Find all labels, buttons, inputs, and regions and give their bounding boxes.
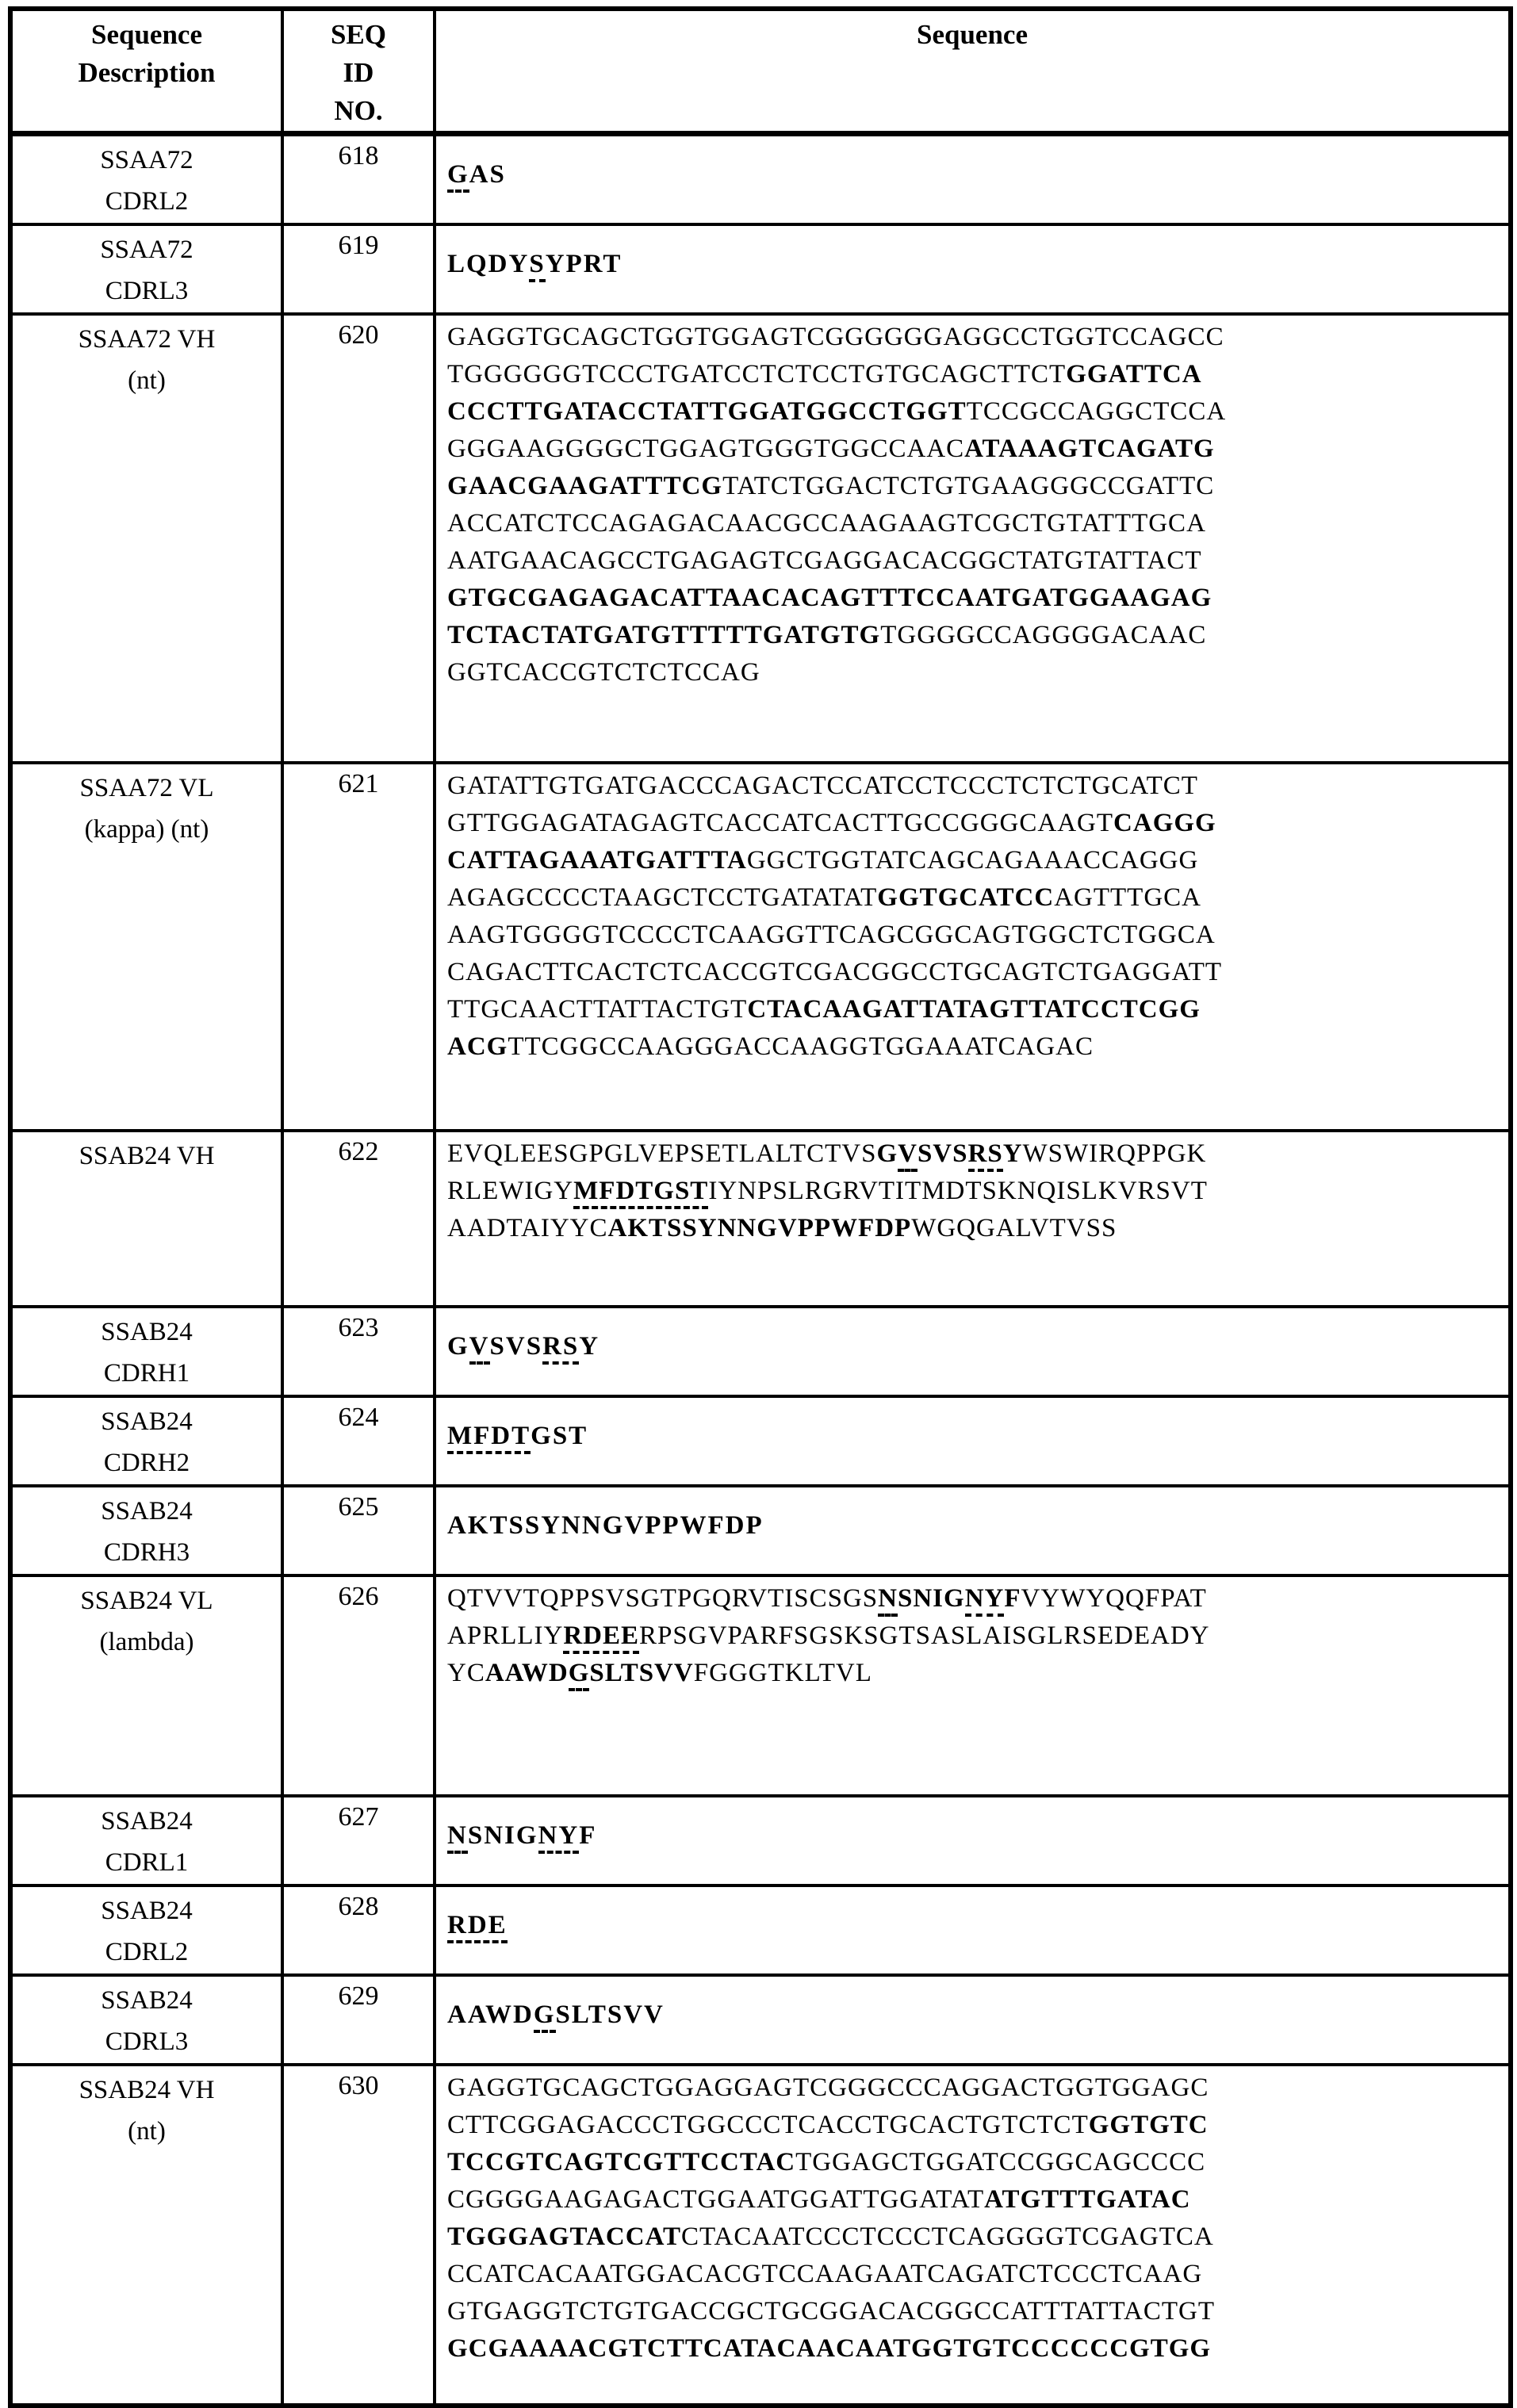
- sequence-line: YCAAWDGSLTSVVFGGGTKLTVL: [447, 1655, 1508, 1692]
- sequence-line: GTGCGAGAGACATTAACACAGTTTCCAATGATGGAAGAG: [447, 584, 1212, 612]
- sequence-line: RDE: [447, 1907, 1508, 1944]
- sequence-line: GTGAGGTCTGTGACCGCTGCGGACACGGCCATTTATTACTGT: [447, 2297, 1216, 2326]
- sequence-line: TCTACTATGATGTTTTTGATGTGTGGGGCCAGGGGACAAC: [447, 621, 1207, 649]
- table-row: [10, 1796, 1511, 1885]
- sequence-line: TGGGGGGTCCCTGATCCTCTCCTGTGCAGCTTCTGGATTCA: [447, 360, 1202, 389]
- sequence-line: QTVVTQPPSVSGTPGQRVTISCSGSNSNIGNYFVYWYQQFPAT: [447, 1580, 1508, 1617]
- sequence-line: TTGCAACTTATTACTGTCTACAAGATTATAGTTATCCTCGG: [447, 995, 1201, 1024]
- sequence-cell: [435, 1486, 1511, 1575]
- sequence-cell: [435, 1796, 1511, 1885]
- sequence-line: GAGGTGCAGCTGGTGGAGTCGGGGGGAGGCCTGGTCCAGCC: [447, 323, 1224, 351]
- sequence-description-cell: SSAA72 CDRL3: [10, 224, 282, 314]
- sequence-description-cell: SSAB24 CDRL2: [10, 1885, 282, 1975]
- sequence-cell: [435, 1575, 1511, 1796]
- table-row: [10, 1396, 1511, 1486]
- sequence-line: GAACGAAGATTTCGTATCTGGACTCTGTGAAGGGCCGATTC: [447, 472, 1215, 500]
- sequence-line: GAGGTGCAGCTGGAGGAGTCGGGCCCAGGACTGGTGGAGC: [447, 2073, 1209, 2102]
- sequence-description-cell: SSAB24 CDRL1: [10, 1796, 282, 1885]
- table-row: [10, 763, 1511, 1131]
- sequence-table-body: [10, 134, 1511, 2406]
- sequence-line: GATATTGTGATGACCCAGACTCCATCCTCCCTCTCTGCATCT: [447, 771, 1198, 800]
- sequence-line: CATTAGAAATGATTTAGGCTGGTATCAGCAGAAACCAGGG: [447, 846, 1199, 875]
- table-row: [10, 2065, 1511, 2406]
- sequence-description-cell: SSAA72 VL (kappa) (nt): [10, 763, 282, 1131]
- sequence-line: AGAGCCCCTAAGCTCCTGATATATGGTGCATCCAGTTTGCA: [447, 883, 1201, 912]
- seq-id-cell: 630: [282, 2065, 435, 2406]
- sequence-line: RLEWIGYMFDTGSTIYNPSLRGRVTITMDTSKNQISLKVRSVT: [447, 1173, 1508, 1210]
- sequence-line: ACCATCTCCAGAGACAACGCCAAGAAGTCGCTGTATTTGCA: [447, 509, 1206, 538]
- sequence-line: CCCTTGATACCTATTGGATGGCCTGGTTCCGCCAGGCTCCA: [447, 397, 1227, 426]
- sequence-line: CGGGGAAGAGACTGGAATGGATTGGATATATGTTTGATAC: [447, 2185, 1191, 2214]
- sequence-line: NSNIGNYF: [447, 1817, 1508, 1855]
- table-row: [10, 1131, 1511, 1307]
- sequence-cell: [435, 763, 1511, 1131]
- table-row: [10, 134, 1511, 225]
- seq-id-cell: 624: [282, 1396, 435, 1486]
- sequence-cell: [435, 2065, 1511, 2406]
- sequence-line: CAGACTTCACTCTCACCGTCGACGGCCTGCAGTCTGAGGATT: [447, 958, 1223, 986]
- header-sequence-description: Sequence Description: [10, 9, 282, 134]
- sequence-line: AAWDGSLTSVV: [447, 1996, 1508, 2034]
- sequence-line: GGGAAGGGGCTGGAGTGGGTGGCCAACATAAAGTCAGATG: [447, 435, 1215, 463]
- table-row: [10, 1885, 1511, 1975]
- seq-id-cell: 626: [282, 1575, 435, 1796]
- sequence-line: ACGTTCGGCCAAGGGACCAAGGTGGAAATCAGAC: [447, 1032, 1094, 1061]
- sequence-line: CCATCACAATGGACACGTCCAAGAATCAGATCTCCCTCAAG: [447, 2260, 1203, 2288]
- sequence-description-cell: SSAB24 CDRL3: [10, 1975, 282, 2065]
- table-row: [10, 1307, 1511, 1396]
- seq-id-cell: 623: [282, 1307, 435, 1396]
- header-sequence: Sequence: [435, 9, 1511, 134]
- seq-id-cell: 619: [282, 224, 435, 314]
- sequence-line: TCCGTCAGTCGTTCCTACTGGAGCTGGATCCGGCAGCCCC: [447, 2148, 1206, 2176]
- sequence-cell: [435, 1975, 1511, 2065]
- sequence-line: GTTGGAGATAGAGTCACCATCACTTGCCGGGCAAGTCAGGG: [447, 809, 1216, 837]
- sequence-cell: [435, 224, 1511, 314]
- sequence-line: TGGGAGTACCATCTACAATCCCTCCCTCAGGGGTCGAGTCA: [447, 2222, 1214, 2251]
- sequence-cell: [435, 1131, 1511, 1307]
- table-row: [10, 314, 1511, 763]
- sequence-line: CTTCGGAGACCCTGGCCCTCACCTGCACTGTCTCTGGTGTC: [447, 2111, 1209, 2139]
- sequence-description-cell: SSAB24 CDRH1: [10, 1307, 282, 1396]
- sequence-line: GVSVSRSY: [447, 1328, 1508, 1365]
- sequence-description-cell: SSAA72 VH (nt): [10, 314, 282, 763]
- seq-id-cell: 627: [282, 1796, 435, 1885]
- header-row: [10, 9, 1511, 134]
- sequence-line: AKTSSYNNGVPPWFDP: [447, 1511, 764, 1540]
- table-header: [10, 9, 1511, 134]
- seq-id-cell: 618: [282, 134, 435, 225]
- sequence-line: GGTCACCGTCTCTCCAG: [447, 658, 760, 687]
- sequence-cell: [435, 134, 1511, 225]
- sequence-line: GAS: [447, 156, 1508, 193]
- sequence-cell: [435, 1307, 1511, 1396]
- table-row: [10, 1975, 1511, 2065]
- table-row: [10, 224, 1511, 314]
- sequence-cell: [435, 314, 1511, 763]
- sequence-table: [8, 6, 1513, 2408]
- sequence-line: APRLLIYRDEERPSGVPARFSGSKSGTSASLAISGLRSEDEADY: [447, 1617, 1508, 1655]
- table-row: [10, 1486, 1511, 1575]
- seq-id-cell: 621: [282, 763, 435, 1131]
- sequence-description-cell: SSAB24 CDRH3: [10, 1486, 282, 1575]
- header-seq-id-no: SEQ ID NO.: [282, 9, 435, 134]
- sequence-description-cell: SSAB24 VH (nt): [10, 2065, 282, 2406]
- sequence-line: GCGAAAACGTCTTCATACAACAATGGTGTCCCCCCGTGG: [447, 2334, 1212, 2363]
- seq-id-cell: 628: [282, 1885, 435, 1975]
- sequence-description-cell: SSAB24 CDRH2: [10, 1396, 282, 1486]
- table-row: [10, 1575, 1511, 1796]
- sequence-line: AATGAACAGCCTGAGAGTCGAGGACACGGCTATGTATTACT: [447, 546, 1202, 575]
- sequence-cell: [435, 1885, 1511, 1975]
- sequence-line: AADTAIYYCAKTSSYNNGVPPWFDPWGQGALVTVSS: [447, 1214, 1117, 1242]
- seq-id-cell: 625: [282, 1486, 435, 1575]
- sequence-line: EVQLEESGPGLVEPSETLALTCTVSGVSVSRSYWSWIRQPPGK: [447, 1135, 1508, 1173]
- sequence-description-cell: SSAB24 VH: [10, 1131, 282, 1307]
- sequence-line: MFDTGST: [447, 1418, 1508, 1455]
- seq-id-cell: 620: [282, 314, 435, 763]
- sequence-description-cell: SSAB24 VL (lambda): [10, 1575, 282, 1796]
- sequence-line: LQDYSYPRT: [447, 246, 1508, 283]
- sequence-cell: [435, 1396, 1511, 1486]
- seq-id-cell: 629: [282, 1975, 435, 2065]
- seq-id-cell: 622: [282, 1131, 435, 1307]
- sequence-line: AAGTGGGGTCCCCTCAAGGTTCAGCGGCAGTGGCTCTGGCA: [447, 921, 1216, 949]
- sequence-description-cell: SSAA72 CDRL2: [10, 134, 282, 225]
